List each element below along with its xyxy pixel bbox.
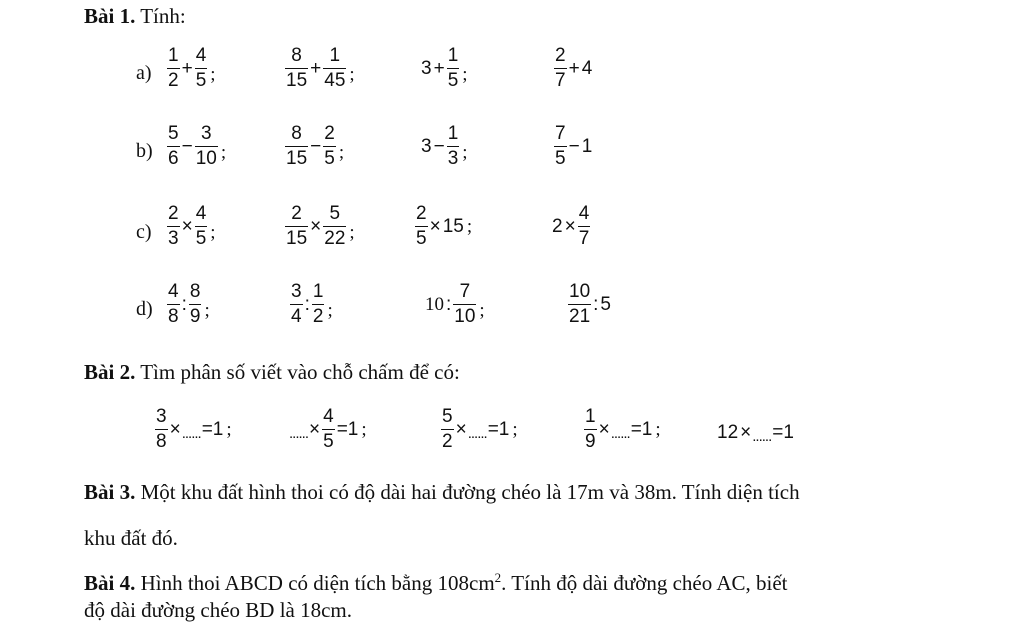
fraction-bar	[323, 68, 346, 69]
expression	[414, 204, 472, 249]
numerator: 8	[189, 281, 201, 302]
math-symbol: =1	[630, 419, 653, 441]
math-symbol: :	[304, 294, 310, 316]
math-symbol: −	[433, 136, 445, 158]
fraction	[322, 407, 335, 452]
math-symbol: ;	[210, 64, 216, 86]
numerator: 2	[324, 123, 335, 144]
math-symbol: 3	[421, 136, 432, 158]
denominator: 5	[324, 148, 335, 170]
numerator: 5	[168, 123, 179, 144]
math-symbol: +	[310, 58, 322, 80]
exercise-3-line-2: khu đất đó.	[84, 526, 178, 550]
math-symbol: ;	[512, 419, 518, 441]
math-symbol: ;	[338, 142, 345, 164]
denominator: 5	[447, 70, 459, 92]
math-symbol: :	[181, 294, 187, 316]
numerator: 7	[459, 281, 471, 302]
math-symbol: :	[446, 294, 452, 316]
exercise-4-line-2: độ dài đường chéo BD là 18cm.	[84, 598, 353, 622]
math-symbol: ×	[181, 216, 193, 238]
numerator: 3	[200, 123, 212, 144]
numerator: 8	[291, 123, 302, 144]
math-symbol: ;	[462, 64, 468, 86]
fraction	[290, 282, 303, 327]
fraction	[155, 407, 168, 452]
math-symbol: ×	[309, 419, 321, 441]
math-symbol: 15	[442, 216, 464, 238]
numerator: 2	[555, 45, 566, 66]
row-label: a)	[136, 62, 152, 84]
exercise-2-heading	[84, 362, 460, 383]
math-symbol: ;	[349, 64, 355, 86]
fraction-bar	[167, 68, 180, 69]
numerator: 3	[291, 281, 302, 302]
area-exponent: 2	[494, 570, 502, 585]
numerator: 4	[195, 203, 207, 224]
denominator: 15	[286, 148, 308, 170]
fraction-bar	[285, 146, 308, 147]
fraction-bar	[568, 304, 591, 305]
exercise-1-number: Bài 1.	[84, 4, 136, 28]
expression	[420, 46, 468, 91]
expression	[551, 204, 591, 249]
numerator: 4	[578, 203, 590, 224]
numerator: 4	[168, 281, 179, 302]
denominator: 2	[168, 70, 179, 92]
denominator: 5	[195, 228, 207, 250]
math-symbol: ;	[361, 419, 367, 441]
numerator: 3	[156, 406, 167, 427]
math-symbol: ;	[349, 222, 355, 244]
fraction-bar	[554, 146, 567, 147]
denominator: 45	[324, 70, 346, 92]
denominator: 15	[286, 70, 308, 92]
fraction-bar	[155, 429, 168, 430]
math-symbol: ;	[462, 142, 468, 164]
expression	[420, 124, 468, 169]
fraction-bar	[447, 68, 460, 69]
denominator: 3	[168, 228, 179, 250]
fraction-bar	[441, 429, 454, 430]
denominator: 10	[454, 306, 476, 328]
denominator: 2	[442, 431, 453, 453]
math-symbol: ×	[455, 419, 467, 441]
numerator: 1	[312, 281, 324, 302]
fraction	[578, 204, 591, 249]
math-symbol: 4	[581, 58, 593, 80]
math-symbol: ;	[204, 300, 210, 322]
fraction	[323, 124, 336, 169]
denominator: 8	[168, 306, 179, 328]
numerator: 2	[416, 203, 427, 224]
fraction	[312, 282, 325, 327]
denominator: 5	[323, 431, 334, 453]
fraction	[189, 282, 202, 327]
row-label: d)	[136, 298, 153, 320]
expression	[567, 282, 612, 327]
fraction	[554, 46, 567, 91]
math-symbol: ×	[310, 216, 322, 238]
row-label: b)	[136, 140, 153, 162]
blank-dots: ......	[610, 425, 630, 443]
math-symbol: ;	[655, 419, 661, 441]
expression	[553, 124, 593, 169]
numerator: 4	[323, 406, 334, 427]
denominator: 2	[312, 306, 324, 328]
denominator: 22	[324, 228, 346, 250]
fraction	[285, 124, 308, 169]
fraction-bar	[322, 429, 335, 430]
fraction	[441, 407, 454, 452]
fraction-bar	[447, 146, 460, 147]
fraction-bar	[453, 304, 476, 305]
fraction	[285, 204, 308, 249]
exercise-4-number: Bài 4.	[84, 571, 136, 595]
fraction	[285, 46, 308, 91]
numerator: 2	[168, 203, 179, 224]
fraction	[447, 124, 460, 169]
denominator: 6	[168, 148, 179, 170]
denominator: 4	[291, 306, 302, 328]
fraction-bar	[195, 146, 218, 147]
expression	[284, 124, 344, 169]
fraction	[554, 124, 567, 169]
numerator: 1	[447, 123, 459, 144]
fraction	[167, 124, 180, 169]
numerator: 2	[291, 203, 302, 224]
fraction-bar	[285, 68, 308, 69]
denominator: 9	[189, 306, 201, 328]
numerator: 1	[168, 45, 179, 66]
blank-expression	[154, 407, 232, 452]
math-symbol: ×	[740, 422, 752, 443]
math-symbol: +	[181, 58, 193, 80]
fraction	[323, 204, 346, 249]
denominator: 8	[156, 431, 167, 453]
math-symbol: 1	[581, 136, 593, 158]
exercise-3-line-1: Bài 3. Một khu đất hình thoi có độ dài hai đường chéo là 17m và 38m. Tính diện tích	[84, 480, 800, 504]
math-symbol: ×	[429, 216, 441, 238]
math-symbol: ;	[220, 142, 227, 164]
blank-expression	[716, 422, 795, 445]
expression	[553, 46, 593, 91]
math-symbol: ×	[169, 419, 181, 441]
denominator: 7	[555, 70, 566, 92]
math-symbol: +	[433, 58, 445, 80]
exercise-1-heading	[84, 6, 186, 27]
row-label: c)	[136, 221, 152, 243]
denominator: 21	[569, 306, 591, 328]
fraction-bar	[415, 226, 428, 227]
fraction	[568, 282, 591, 327]
fraction	[195, 46, 208, 91]
numerator: 10	[569, 281, 591, 302]
math-symbol: ×	[598, 419, 610, 441]
denominator: 3	[447, 148, 459, 170]
expression	[284, 46, 355, 91]
denominator: 5	[416, 228, 427, 250]
numerator: 1	[447, 45, 459, 66]
math-symbol: 3	[421, 58, 432, 80]
blank-expression	[289, 407, 367, 452]
fraction	[584, 407, 597, 452]
denominator: 9	[585, 431, 596, 453]
math-symbol: −	[181, 136, 193, 158]
blank-dots: ......	[467, 425, 487, 443]
blank-expression	[440, 407, 518, 452]
blank-expression	[583, 407, 661, 452]
blank-dots: ......	[181, 425, 201, 443]
fraction-bar	[323, 146, 336, 147]
math-symbol: −	[568, 136, 580, 158]
fraction	[447, 46, 460, 91]
math-symbol: ;	[226, 419, 232, 441]
fraction	[453, 282, 476, 327]
math-symbol: =1	[336, 419, 359, 441]
denominator: 5	[195, 70, 207, 92]
fraction	[167, 282, 180, 327]
expression	[166, 282, 210, 327]
math-symbol: :	[593, 294, 599, 316]
denominator: 10	[195, 148, 217, 170]
math-symbol: 10	[425, 294, 444, 316]
exercise-2-number: Bài 2.	[84, 360, 136, 384]
expression	[166, 124, 226, 169]
expression	[166, 46, 216, 91]
math-symbol: 5	[600, 294, 611, 316]
blank-dots: ......	[289, 425, 309, 443]
numerator: 1	[329, 45, 341, 66]
fraction	[195, 124, 218, 169]
fraction	[195, 204, 208, 249]
math-symbol: ;	[479, 300, 485, 322]
fraction-bar	[195, 68, 208, 69]
math-symbol: 2	[552, 216, 563, 238]
fraction-bar	[323, 226, 346, 227]
numerator: 7	[555, 123, 566, 144]
exercise-1-instruction: Tính:	[140, 4, 186, 28]
math-symbol: =1	[772, 422, 794, 443]
fraction-bar	[167, 226, 180, 227]
denominator: 5	[555, 148, 566, 170]
exercise-2-instruction: Tìm phân số viết vào chỗ chấm để có:	[140, 360, 460, 384]
math-symbol: =1	[201, 419, 224, 441]
fraction-bar	[312, 304, 325, 305]
exercise-4-line-1: Bài 4. Hình thoi ABCD có diện tích bằng $108cm^2$. Tính độ dài đường chéo AC, biết	[84, 570, 788, 595]
expression	[284, 204, 355, 249]
math-symbol: ;	[210, 222, 216, 244]
denominator: 7	[578, 228, 590, 250]
expression	[166, 204, 216, 249]
fraction	[415, 204, 428, 249]
fraction-bar	[554, 68, 567, 69]
numerator: 4	[195, 45, 207, 66]
exercise-3-number: Bài 3.	[84, 480, 136, 504]
math-symbol: +	[568, 58, 580, 80]
numerator: 5	[329, 203, 341, 224]
numerator: 1	[585, 406, 596, 427]
numerator: 5	[442, 406, 453, 427]
fraction-bar	[584, 429, 597, 430]
math-symbol: ;	[466, 216, 473, 238]
expression	[289, 282, 333, 327]
math-symbol: −	[310, 136, 322, 158]
fraction-bar	[290, 304, 303, 305]
blank-dots: ......	[752, 428, 772, 445]
area-value: 108cm	[437, 571, 495, 595]
math-symbol: =1	[487, 419, 510, 441]
fraction	[167, 46, 180, 91]
numerator: 8	[291, 45, 302, 66]
fraction-bar	[167, 304, 180, 305]
fraction	[167, 204, 180, 249]
math-symbol: 12	[717, 422, 739, 443]
expression	[424, 282, 485, 327]
fraction-bar	[195, 226, 208, 227]
fraction-bar	[578, 226, 591, 227]
fraction-bar	[189, 304, 202, 305]
fraction-bar	[285, 226, 308, 227]
denominator: 15	[286, 228, 308, 250]
math-symbol: ;	[327, 300, 333, 322]
fraction-bar	[167, 146, 180, 147]
math-symbol: ×	[564, 216, 576, 238]
fraction	[323, 46, 346, 91]
